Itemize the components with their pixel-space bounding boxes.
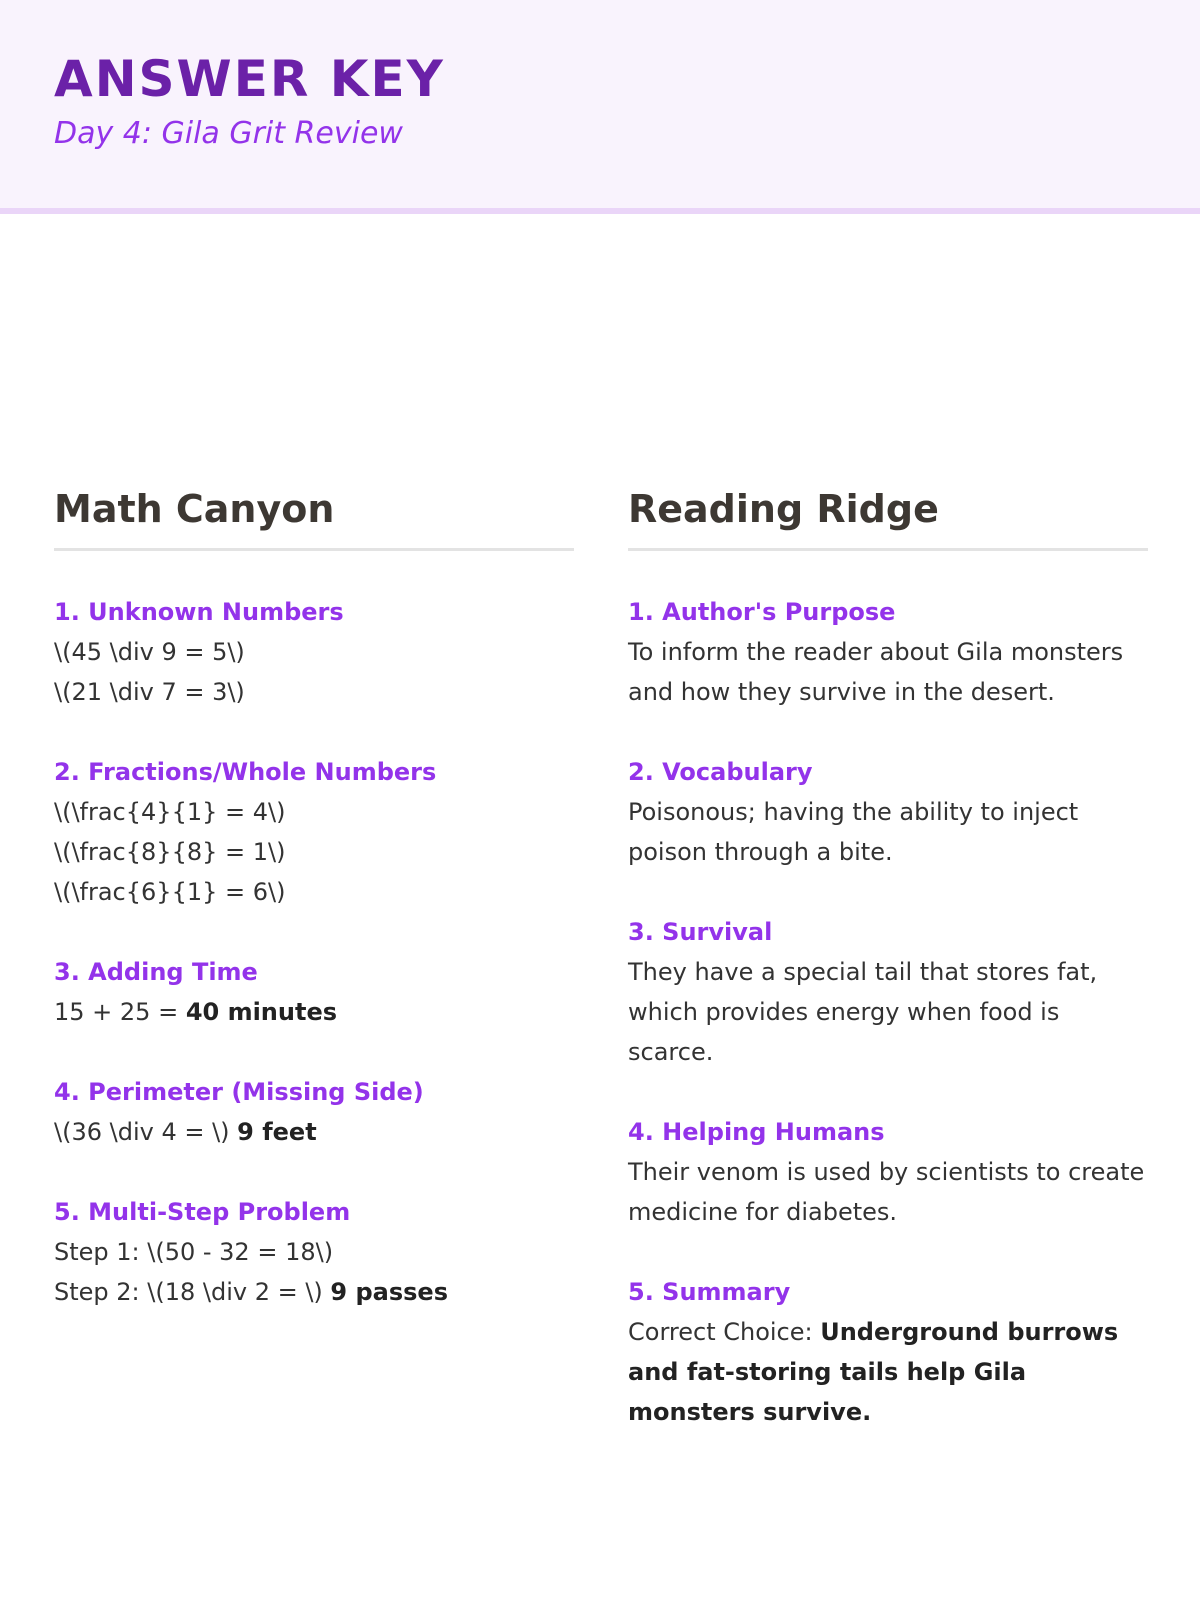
reading-item-2	[628, 752, 1148, 872]
math-item-2	[54, 752, 574, 912]
answer-work: 15 + 25 =	[54, 998, 186, 1026]
math-section-title: Math Canyon	[54, 486, 574, 551]
math-item-title: 3. Adding Time	[54, 958, 258, 986]
math-item-title: 5. Multi-Step Problem	[54, 1198, 351, 1226]
reading-section-title: Reading Ridge	[628, 486, 1148, 551]
page-title: ANSWER KEY	[54, 50, 445, 108]
math-item-4	[54, 1072, 574, 1152]
math-items	[54, 592, 574, 1312]
math-item-1	[54, 592, 574, 712]
answer-result: 40 minutes	[185, 998, 338, 1026]
math-item-title: 2. Fractions/Whole Numbers	[54, 758, 437, 786]
reading-items	[628, 592, 1148, 1432]
reading-item-title: 4. Helping Humans	[628, 1118, 885, 1146]
reading-answer: Their venom is used by scientists to create medicine for diabetes.	[628, 1158, 1145, 1226]
math-answer-line	[54, 1112, 574, 1152]
reading-answer: To inform the reader about Gila monsters and how they survive in the desert.	[628, 638, 1124, 706]
math-answer-line: \(\frac{4}{1} = 4\)	[54, 798, 286, 826]
header-banner	[0, 0, 1200, 214]
reading-answer	[628, 1312, 1148, 1432]
reading-item-3	[628, 912, 1148, 1072]
math-item-title: 1. Unknown Numbers	[54, 598, 344, 626]
math-item-title: 4. Perimeter (Missing Side)	[54, 1078, 424, 1106]
math-step-2	[54, 1272, 574, 1312]
math-answer-line: \(\frac{6}{1} = 6\)	[54, 878, 286, 906]
math-item-3	[54, 952, 574, 1032]
math-answer-line	[54, 992, 574, 1032]
math-step-1: Step 1: \(50 - 32 = 18\)	[54, 1238, 334, 1266]
reading-item-title: 3. Survival	[628, 918, 773, 946]
answer-result: 9 feet	[237, 1118, 317, 1146]
answer-prefix: Correct Choice:	[628, 1318, 821, 1346]
reading-item-1	[628, 592, 1148, 712]
correct-choice: Underground burrows and fat-storing tails help Gila monsters survive.	[628, 1318, 1119, 1426]
answer-work: \(36 \div 4 = \)	[54, 1118, 238, 1146]
reading-item-title: 1. Author's Purpose	[628, 598, 896, 626]
reading-answer: Poisonous; having the ability to inject poison through a bite.	[628, 798, 1079, 866]
math-column	[54, 486, 574, 1352]
reading-answer: They have a special tail that stores fat, which provides energy when food is scarce.	[628, 958, 1098, 1066]
reading-column	[628, 486, 1148, 1472]
math-answer-line: \(21 \div 7 = 3\)	[54, 678, 245, 706]
math-item-5	[54, 1192, 574, 1312]
math-answer-line: \(\frac{8}{8} = 1\)	[54, 838, 286, 866]
reading-item-5	[628, 1272, 1148, 1432]
answer-work: Step 2: \(18 \div 2 = \)	[54, 1278, 331, 1306]
reading-item-4	[628, 1112, 1148, 1232]
reading-item-title: 2. Vocabulary	[628, 758, 813, 786]
math-answer-line: \(45 \div 9 = 5\)	[54, 638, 245, 666]
page-subtitle: Day 4: Gila Grit Review	[54, 116, 403, 151]
reading-item-title: 5. Summary	[628, 1278, 791, 1306]
answer-result: 9 passes	[330, 1278, 448, 1306]
